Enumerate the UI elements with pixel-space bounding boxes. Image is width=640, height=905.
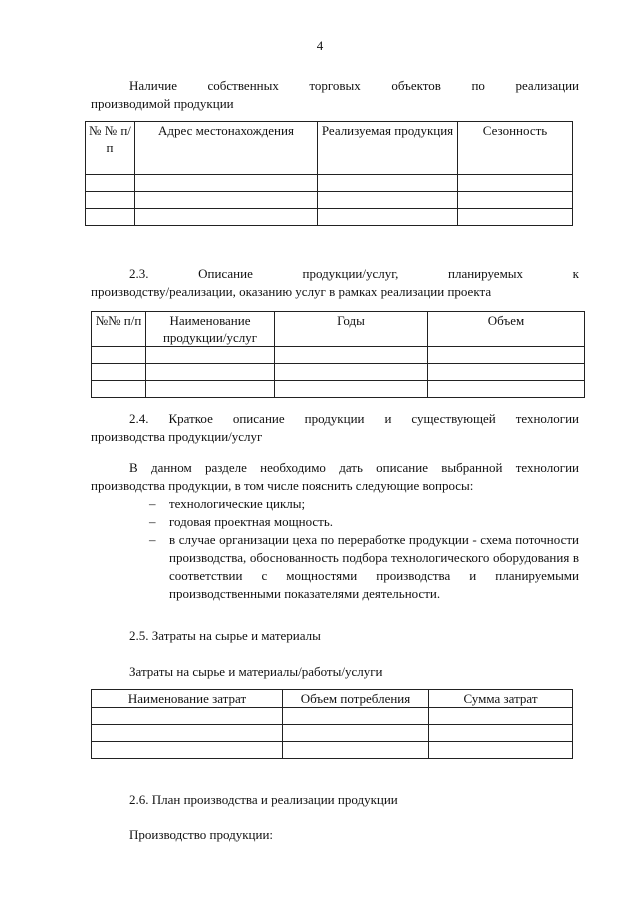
- col-number-header: №№ п/п: [92, 312, 146, 347]
- section-2-3-paragraph: [91, 265, 579, 301]
- list-item: [149, 513, 579, 531]
- intro-line-1: В данном разделе необходимо дать описание выбранной технологии: [129, 460, 579, 475]
- trade-objects-table: [85, 121, 573, 226]
- page-number: 4: [316, 38, 324, 53]
- section-2-3-line-1: 2.3. Описание продукции/услуг, планируемых к: [129, 266, 579, 281]
- col-cost-name-header: Наименование затрат: [92, 690, 283, 708]
- table-header-row: [92, 312, 585, 347]
- table-row: [92, 364, 585, 381]
- dash-bullet: –: [149, 532, 156, 547]
- table-row: [92, 742, 573, 759]
- section-2-4-intro: [91, 459, 579, 495]
- section-2-3-line-2: производству/реализации, оказанию услуг в рамках реализации проекта: [91, 284, 492, 299]
- section-2-4-line-2: производства продукции/услуг: [91, 429, 263, 444]
- table-row: [92, 347, 585, 364]
- trade-objects-line-2: производимой продукции: [91, 96, 234, 111]
- dash-bullet: –: [149, 514, 156, 529]
- requirements-list: [149, 495, 579, 603]
- table-row: [86, 209, 573, 226]
- section-2-6-subheading: Производство продукции:: [129, 827, 274, 842]
- table-row: [86, 175, 573, 192]
- table-header-row: [86, 122, 573, 175]
- col-consumption-header: Объем потребления: [283, 690, 429, 708]
- table-row: [92, 381, 585, 398]
- table-row: [92, 708, 573, 725]
- trade-objects-paragraph: [91, 77, 579, 113]
- col-season-header: Сезонность: [458, 122, 573, 175]
- trade-objects-line-1: Наличие собственных торговых объектов по реализации: [129, 78, 579, 93]
- table-row: [86, 192, 573, 209]
- col-years-header: Годы: [275, 312, 428, 347]
- col-cost-sum-header: Сумма затрат: [429, 690, 573, 708]
- dash-bullet: –: [149, 496, 156, 511]
- table-row: [92, 725, 573, 742]
- col-name-header: Наименование продукции/услуг: [146, 312, 275, 347]
- intro-line-2: производства продукции, в том числе пояснить следующие вопросы:: [91, 478, 474, 493]
- col-address-header: Адрес местонахождения: [135, 122, 318, 175]
- section-2-6-heading: 2.6. План производства и реализации продукции: [129, 792, 398, 807]
- products-table: [91, 311, 585, 398]
- list-item-text: годовая проектная мощность.: [169, 514, 334, 529]
- list-item-text: в случае организации цеха по переработке продукции - схема поточности производства, обоснованность подбора технологического оборудования в соответствии с мощностями производства и планируемыми производственными показателями деятельности.: [169, 532, 579, 601]
- section-2-5-heading: 2.5. Затраты на сырье и материалы: [129, 628, 321, 643]
- section-2-4-line-1: 2.4. Краткое описание продукции и существующей технологии: [129, 411, 579, 426]
- list-item: [149, 495, 579, 513]
- col-volume-header: Объем: [428, 312, 585, 347]
- costs-table: [91, 689, 573, 759]
- col-number-header: № № п/п: [86, 122, 135, 175]
- list-item-text: технологические циклы;: [169, 496, 306, 511]
- table-header-row: [92, 690, 573, 708]
- section-2-5-subheading: Затраты на сырье и материалы/работы/услуги: [129, 664, 383, 679]
- col-product-header: Реализуемая продукция: [318, 122, 458, 175]
- list-item: [149, 531, 579, 603]
- section-2-4-paragraph: [91, 410, 579, 446]
